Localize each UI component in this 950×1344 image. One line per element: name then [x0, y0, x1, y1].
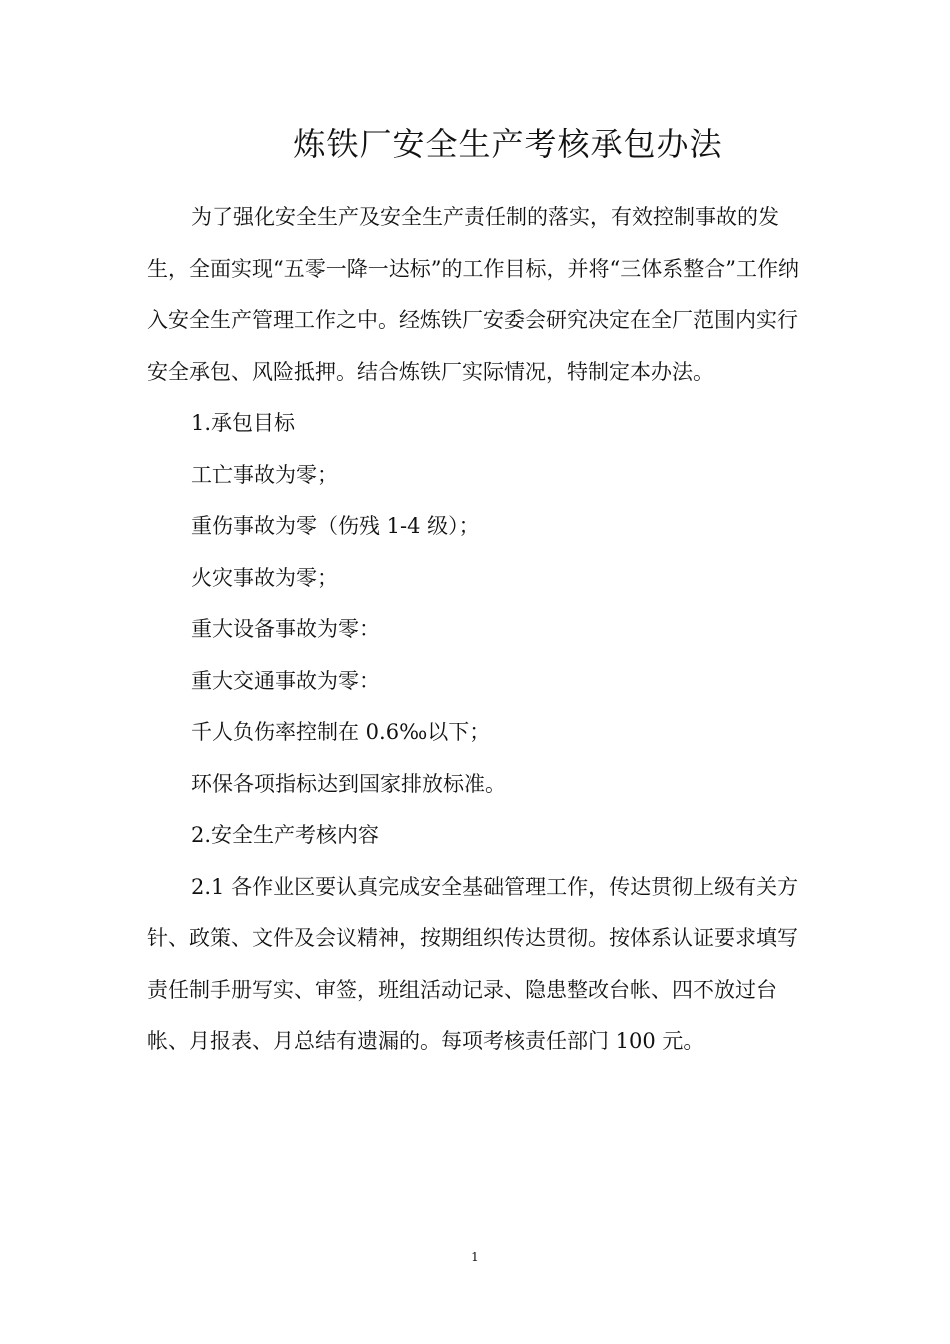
document-body	[147, 192, 799, 1068]
target-item: 重大设备事故为零：	[191, 617, 380, 641]
target-item: 重伤事故为零（伤残 1-4 级）；	[191, 514, 480, 538]
item-2-1-paragraph: 2.1 各作业区要认真完成安全基础管理工作，传达贯彻上级有关方针、政策、文件及会议精神，按期组织传达贯彻。按体系认证要求填写责任制手册写实、审签，班组活动记录、隐患整改台帐、四不放过台帐、月报表、月总结有遗漏的。每项考核责任部门 100 元。	[147, 874, 799, 1053]
document-title: 炼铁厂安全生产考核承包办法	[293, 125, 723, 163]
target-item: 工亡事故为零；	[191, 462, 338, 487]
intro-paragraph: 为了强化安全生产及安全生产责任制的落实，有效控制事故的发生，全面实现“五零一降一达标”的工作目标，并将“三体系整合”工作纳入安全生产管理工作之中。经炼铁厂安委会研究决定在全厂范围内实行安全承包、风险抵押。结合炼铁厂实际情况，特制定本办法。	[147, 205, 799, 384]
target-item: 重大交通事故为零：	[191, 668, 380, 693]
target-item: 火灾事故为零；	[191, 565, 338, 590]
section-2-heading: 2.安全生产考核内容	[191, 823, 380, 847]
page-number: 1	[471, 1250, 479, 1264]
target-item: 千人负伤率控制在 0.6‰以下；	[191, 720, 491, 744]
section-1-heading: 1.承包目标	[191, 411, 296, 435]
target-item: 环保各项指标达到国家排放标准。	[191, 771, 506, 796]
